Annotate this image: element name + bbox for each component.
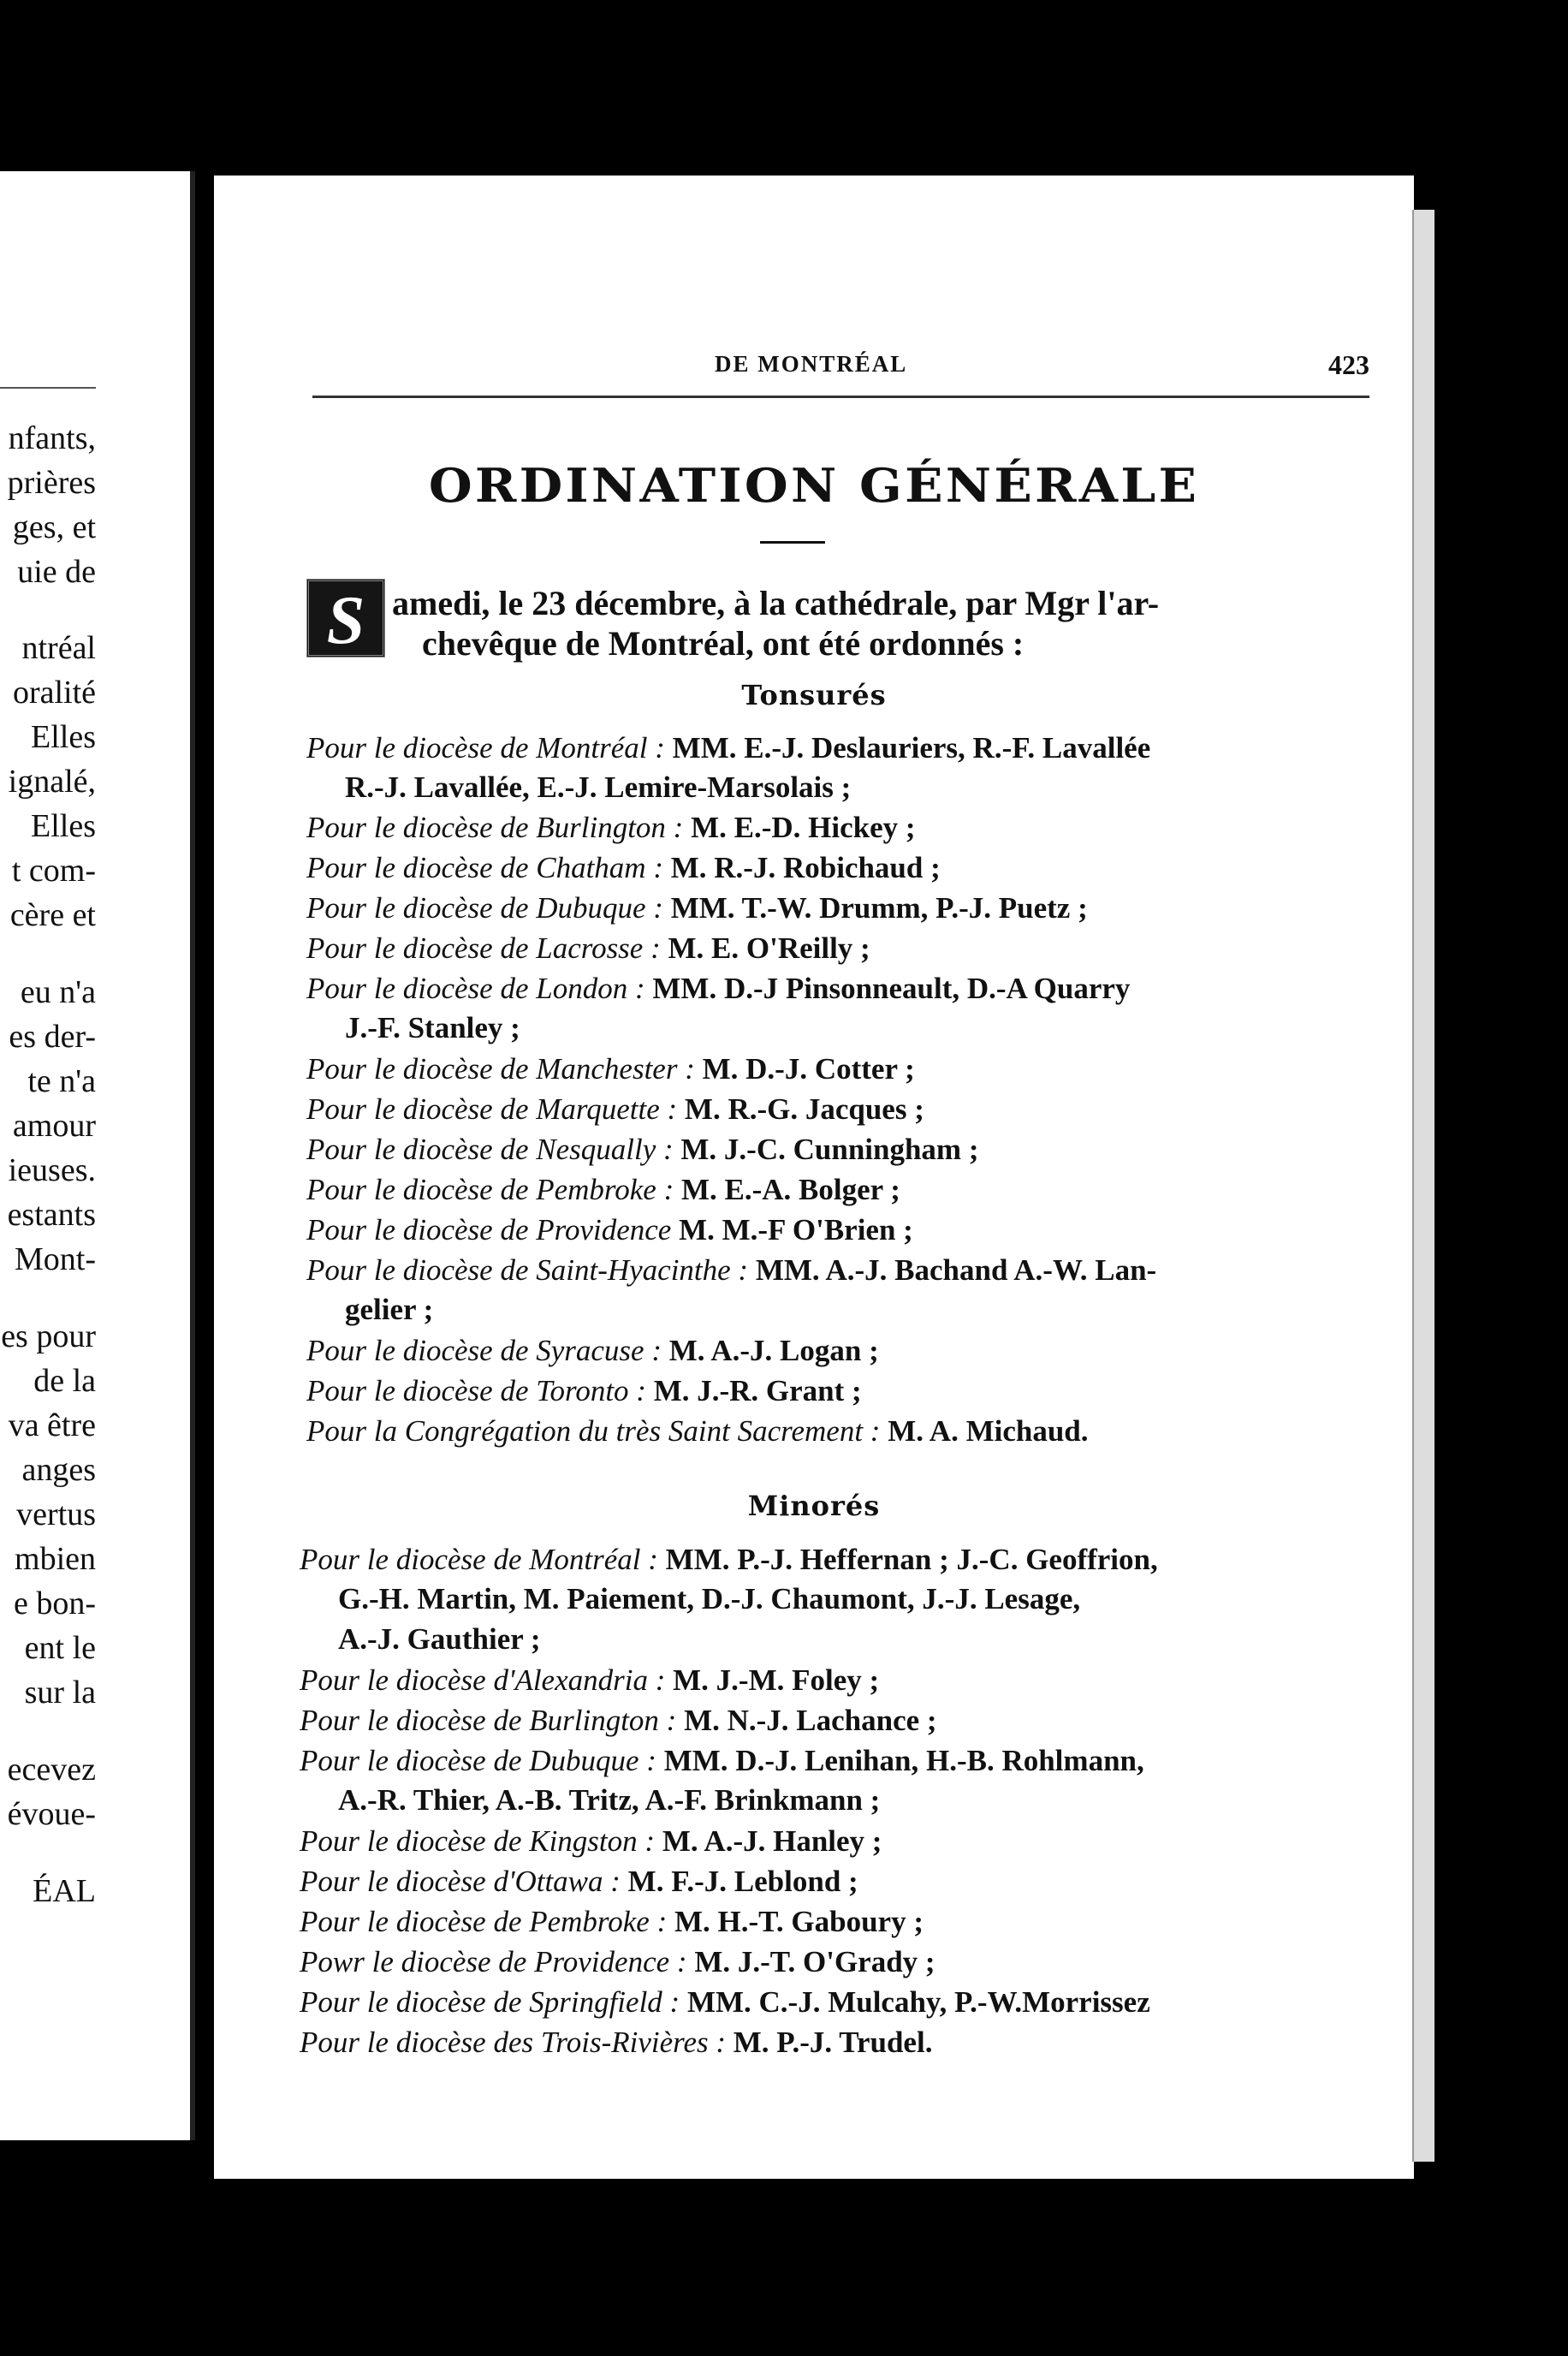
ordinand-names-continued: G.-H. Martin, M. Paiement, D.-J. Chaumont, J.-J. Lesage, xyxy=(338,1582,1081,1615)
left-page-line: ntréal xyxy=(21,630,96,666)
diocese-label: Pour le diocèse de London : xyxy=(306,972,645,1005)
ordination-entry xyxy=(306,1252,1156,1288)
diocese-label: Pour le diocèse de Saint-Hyacinthe : xyxy=(306,1253,749,1287)
diocese-label: Pour le diocèse d'Alexandria : xyxy=(300,1663,666,1697)
left-page-line: amour xyxy=(12,1108,96,1144)
left-page-line: prières xyxy=(7,465,96,501)
intro-line-1: amedi, le 23 décembre, à la cathédrale, par Mgr l'ar- xyxy=(392,584,1160,622)
diocese-label: Pour le diocèse de Manchester : xyxy=(306,1052,695,1086)
left-page-line: es der- xyxy=(9,1019,96,1055)
ordination-entry xyxy=(300,2025,932,2061)
diocese-label: Pour le diocèse de Nesqually : xyxy=(306,1133,674,1166)
left-page-line: estants xyxy=(7,1197,96,1233)
ordinand-names: M. J.-T. O'Grady ; xyxy=(694,1945,935,1978)
left-page-line: ieuses. xyxy=(8,1152,96,1188)
ordinand-names: M. H.-T. Gaboury ; xyxy=(674,1905,924,1938)
ordinand-names: M. A.-J. Logan ; xyxy=(668,1334,879,1367)
diocese-label: Pour le diocèse d'Ottawa : xyxy=(300,1865,621,1898)
ordinand-names: M. R.-G. Jacques ; xyxy=(684,1092,924,1126)
left-page-line: anges xyxy=(21,1452,96,1488)
diocese-label: Pour le diocèse de Burlington : xyxy=(300,1704,677,1737)
ordinand-names: M. N.-J. Lachance ; xyxy=(684,1704,937,1737)
diocese-label: Pour le diocèse de Marquette : xyxy=(306,1092,678,1126)
ordination-entry xyxy=(300,1824,882,1859)
diocese-label: Pour le diocèse de Pembroke : xyxy=(300,1905,668,1938)
ordinand-names: M. E. O'Reilly ; xyxy=(668,931,870,965)
running-head: DE MONTRÉAL xyxy=(715,351,908,377)
ordinand-names: MM. E.-J. Deslauriers, R.-F. Lavallée xyxy=(672,731,1151,765)
diocese-label: Pour le diocèse de Springfield : xyxy=(300,1985,680,2019)
ordinand-names: MM. C.-J. Mulcahy, P.-W.Morrissez xyxy=(686,1985,1150,2019)
left-page-line: eu n'a xyxy=(20,974,96,1010)
ordination-entry xyxy=(306,1373,862,1409)
ordination-entry xyxy=(300,1542,1158,1578)
ordination-entry xyxy=(306,810,916,846)
ordinand-names: MM. D.-J Pinsonneault, D.-A Quarry xyxy=(652,972,1131,1005)
ordinand-names: M. A.-J. Hanley ; xyxy=(662,1824,882,1858)
section-heading-tonsures: Tonsurés xyxy=(741,679,887,711)
page-title: ORDINATION GÉNÉRALE xyxy=(428,458,1200,513)
ordinand-names-continued: R.-J. Lavallée, E.-J. Lemire-Marsolais ; xyxy=(345,770,852,804)
left-page-line: e bon- xyxy=(13,1586,96,1621)
left-page-line: va être xyxy=(8,1407,96,1443)
ordination-entry xyxy=(300,1904,924,1940)
left-page-line: uie de xyxy=(17,554,96,590)
ordinand-names: MM. T.-W. Drumm, P.-J. Puetz ; xyxy=(670,891,1088,925)
ordinand-names: M. M.-F O'Brien ; xyxy=(679,1213,913,1246)
ordinand-names: M. E.-A. Bolger ; xyxy=(680,1173,900,1206)
ordinand-names: MM. P.-J. Heffernan ; J.-C. Geoffrion, xyxy=(665,1543,1158,1576)
diocese-label: Pour le diocèse de Kingston : xyxy=(300,1824,656,1858)
ordinand-names: M. P.-J. Trudel. xyxy=(733,2026,933,2059)
ordinand-names-continued: J.-F. Stanley ; xyxy=(345,1011,520,1044)
diocese-label: Pour le diocèse de Montréal : xyxy=(300,1543,658,1576)
right-page xyxy=(214,176,1414,2179)
left-page-line: Mont- xyxy=(15,1241,96,1277)
ordination-entry xyxy=(300,1944,935,1980)
left-page-line: te n'a xyxy=(27,1063,96,1099)
ordination-entry xyxy=(306,1413,1089,1449)
page-header xyxy=(312,351,1369,394)
left-page-line: évoue- xyxy=(7,1796,96,1832)
diocese-label: Pour le diocèse de Dubuque : xyxy=(306,891,663,925)
diocese-label: Pour le diocèse de Toronto : xyxy=(306,1374,646,1407)
left-page-line: es pour xyxy=(1,1318,96,1354)
ordination-entry xyxy=(306,1212,913,1248)
diocese-label: Pour le diocèse de Dubuque : xyxy=(300,1744,656,1777)
ordination-entry xyxy=(306,1333,879,1369)
ordination-entry xyxy=(306,890,1088,926)
page-number: 423 xyxy=(1328,349,1369,380)
left-page-line: vertus xyxy=(16,1496,96,1532)
left-page-line: ÉAL xyxy=(33,1873,96,1909)
intro-line-2: chevêque de Montréal, ont été ordonnés : xyxy=(422,624,1025,663)
header-rule xyxy=(312,396,1369,398)
drop-cap: S xyxy=(306,579,385,657)
left-page-line: mbien xyxy=(15,1541,96,1577)
left-page-line: ignalé, xyxy=(8,764,96,800)
ordination-entry xyxy=(300,1743,1144,1779)
ordination-entry xyxy=(306,971,1130,1007)
left-page-line: oralité xyxy=(12,675,96,711)
diocese-label: Pour le diocèse de Chatham : xyxy=(306,851,663,884)
ordinand-names: MM. D.-J. Lenihan, H.-B. Rohlmann, xyxy=(663,1744,1144,1777)
ordination-entry xyxy=(306,1132,979,1168)
left-page-line: ecevez xyxy=(7,1752,96,1788)
left-page-line: de la xyxy=(33,1363,96,1399)
diocese-label: Pour le diocèse de Burlington : xyxy=(306,811,684,844)
diocese-label: Pour le diocèse de Pembroke : xyxy=(306,1173,674,1206)
ordinand-names-continued: gelier ; xyxy=(345,1293,434,1326)
ordination-entry xyxy=(306,1051,915,1087)
left-page-line: ent le xyxy=(24,1630,96,1666)
ordination-entry xyxy=(300,1663,879,1699)
ordination-entry xyxy=(300,1864,858,1900)
ordinand-names-continued: A.-J. Gauthier ; xyxy=(338,1622,541,1656)
left-page-line: Elles xyxy=(31,808,96,844)
left-page-line: cère et xyxy=(9,897,96,933)
section-heading-minores: Minorés xyxy=(747,1490,881,1522)
left-page-line: ges, et xyxy=(12,509,96,545)
ordinand-names: M. E.-D. Hickey ; xyxy=(691,811,916,844)
ordination-entry xyxy=(306,931,870,967)
ordinand-names: M. F.-J. Leblond ; xyxy=(627,1865,858,1898)
ordination-entry xyxy=(306,730,1150,766)
diocese-label: Pour la Congrégation du très Saint Sacrement : xyxy=(306,1414,881,1448)
ordination-entry xyxy=(300,1984,1150,2020)
ordinand-names: M. D.-J. Cotter ; xyxy=(702,1052,915,1086)
ordination-entry xyxy=(306,1092,924,1127)
diocese-label: Pour le diocèse de Montréal : xyxy=(306,731,665,765)
title-divider xyxy=(760,541,825,544)
left-page-line: nfants, xyxy=(8,420,96,456)
diocese-label: Powr le diocèse de Providence : xyxy=(300,1945,687,1978)
ordinand-names-continued: A.-R. Thier, A.-B. Tritz, A.-F. Brinkmann ; xyxy=(338,1783,881,1817)
left-page-line: sur la xyxy=(24,1675,96,1710)
diocese-label: Pour le diocèse des Trois-Rivières : xyxy=(300,2026,726,2059)
ordinand-names: M. J.-R. Grant ; xyxy=(653,1374,862,1407)
ordinand-names: MM. A.-J. Bachand A.-W. Lan- xyxy=(755,1253,1157,1287)
diocese-label: Pour le diocèse de Providence xyxy=(306,1213,672,1246)
ordinand-names: M. A. Michaud. xyxy=(888,1414,1089,1448)
left-page-header-rule xyxy=(0,387,96,389)
ordination-entry xyxy=(306,1172,900,1208)
ordinand-names: M. J.-C. Cunningham ; xyxy=(680,1133,979,1166)
left-page-line: Elles xyxy=(31,719,96,755)
ordinand-names: M. J.-M. Foley ; xyxy=(673,1663,880,1697)
ordination-entry xyxy=(300,1703,937,1739)
diocese-label: Pour le diocèse de Lacrosse : xyxy=(306,931,661,965)
ordination-entry xyxy=(306,850,941,886)
ordinand-names: M. R.-J. Robichaud ; xyxy=(670,851,941,884)
diocese-label: Pour le diocèse de Syracuse : xyxy=(306,1334,662,1367)
left-page-line: t com- xyxy=(11,853,96,889)
